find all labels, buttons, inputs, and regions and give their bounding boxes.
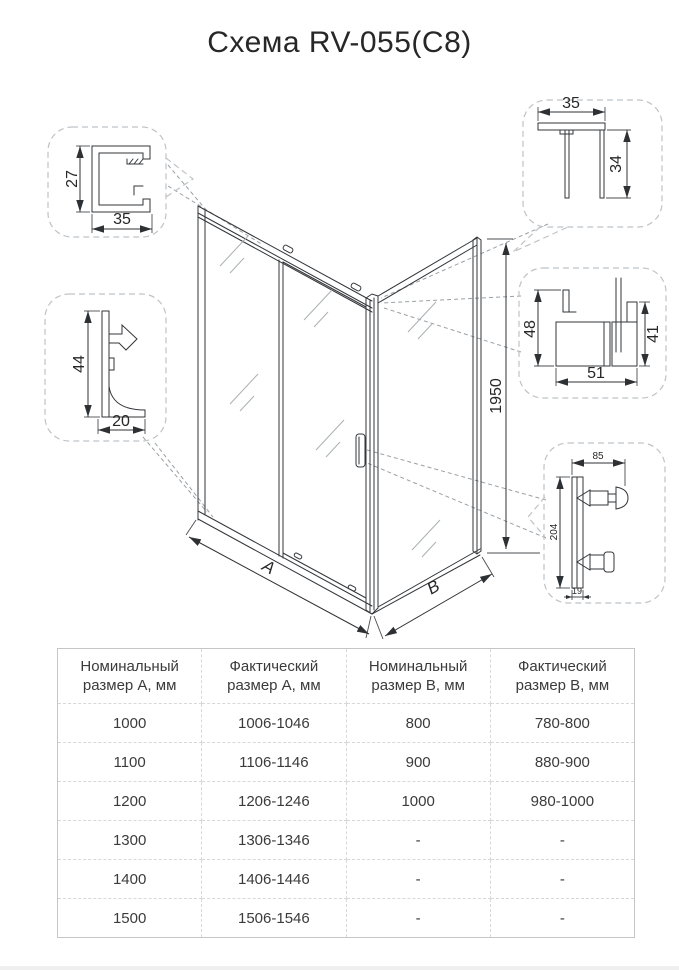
dim-label-rail-width: 35	[562, 95, 580, 112]
table-cell: 1106-1146	[202, 743, 346, 782]
table-cell: 1000	[346, 782, 490, 821]
table-cell: 1000	[58, 704, 202, 743]
dim-label-corner-width: 51	[587, 365, 605, 382]
dim-label-corner-right-height: 41	[645, 325, 662, 343]
roller-icon	[282, 244, 361, 591]
dimension-label-1950: 1950	[488, 378, 505, 414]
table-row	[58, 899, 635, 938]
dim-label-rail-height: 34	[608, 155, 625, 173]
glass-reflection-marks	[220, 236, 440, 557]
callout-leader-lines	[143, 165, 548, 538]
table-row	[58, 782, 635, 821]
table-cell: 1200	[58, 782, 202, 821]
table-cell: 800	[346, 704, 490, 743]
table-header: Номинальный размер А, мм	[58, 649, 202, 704]
dim-label-corner-left-height: 48	[522, 320, 539, 338]
callout-bubbles	[45, 100, 666, 603]
table-cell: 880-900	[490, 743, 634, 782]
table-cell: 900	[346, 743, 490, 782]
table-cell: -	[490, 899, 634, 938]
table-cell: 1300	[58, 821, 202, 860]
table-cell: -	[490, 821, 634, 860]
table-cell: 980-1000	[490, 782, 634, 821]
dimension-width-b	[374, 557, 494, 639]
callout-corner-section	[522, 278, 662, 386]
callout-top-rail-profile	[538, 95, 631, 198]
callout-wall-profile	[64, 146, 152, 233]
table-cell: 780-800	[490, 704, 634, 743]
dim-label-wall-height: 27	[64, 170, 81, 188]
table-cell: 1100	[58, 743, 202, 782]
table-cell: -	[490, 860, 634, 899]
table-row	[58, 743, 635, 782]
table-cell: 1500	[58, 899, 202, 938]
table-cell: 1306-1346	[202, 821, 346, 860]
callout-sill-profile	[71, 311, 145, 434]
table-header-row	[58, 649, 635, 704]
dim-label-sill-width: 20	[112, 413, 130, 430]
dim-label-sill-height: 44	[71, 355, 88, 373]
dim-label-handle-length: 204	[549, 523, 560, 541]
table-row	[58, 860, 635, 899]
dim-label-handle-depth: 19	[571, 586, 583, 596]
table-header: Фактический размер А, мм	[202, 649, 346, 704]
table-cell: 1006-1046	[202, 704, 346, 743]
table-cell: 1206-1246	[202, 782, 346, 821]
dimension-label-b: B	[423, 576, 443, 599]
table-cell: 1400	[58, 860, 202, 899]
dimension-label-a: A	[259, 556, 279, 579]
table-cell: -	[346, 821, 490, 860]
page-edge	[0, 966, 679, 970]
callout-handle-detail	[549, 451, 628, 600]
table-cell: 1406-1446	[202, 860, 346, 899]
door-handle-icon	[356, 434, 365, 467]
table-header: Номинальный размер В, мм	[346, 649, 490, 704]
shower-enclosure-drawing	[186, 206, 540, 639]
dim-label-wall-width: 35	[113, 211, 131, 228]
page-title: Схема RV-055(C8)	[207, 26, 472, 59]
table-cell: -	[346, 899, 490, 938]
table-row	[58, 821, 635, 860]
table-cell: 1506-1546	[202, 899, 346, 938]
size-table	[57, 648, 635, 938]
table-cell: -	[346, 860, 490, 899]
dim-label-handle-width: 85	[592, 451, 604, 462]
table-header: Фактический размер В, мм	[490, 649, 634, 704]
table-row	[58, 704, 635, 743]
